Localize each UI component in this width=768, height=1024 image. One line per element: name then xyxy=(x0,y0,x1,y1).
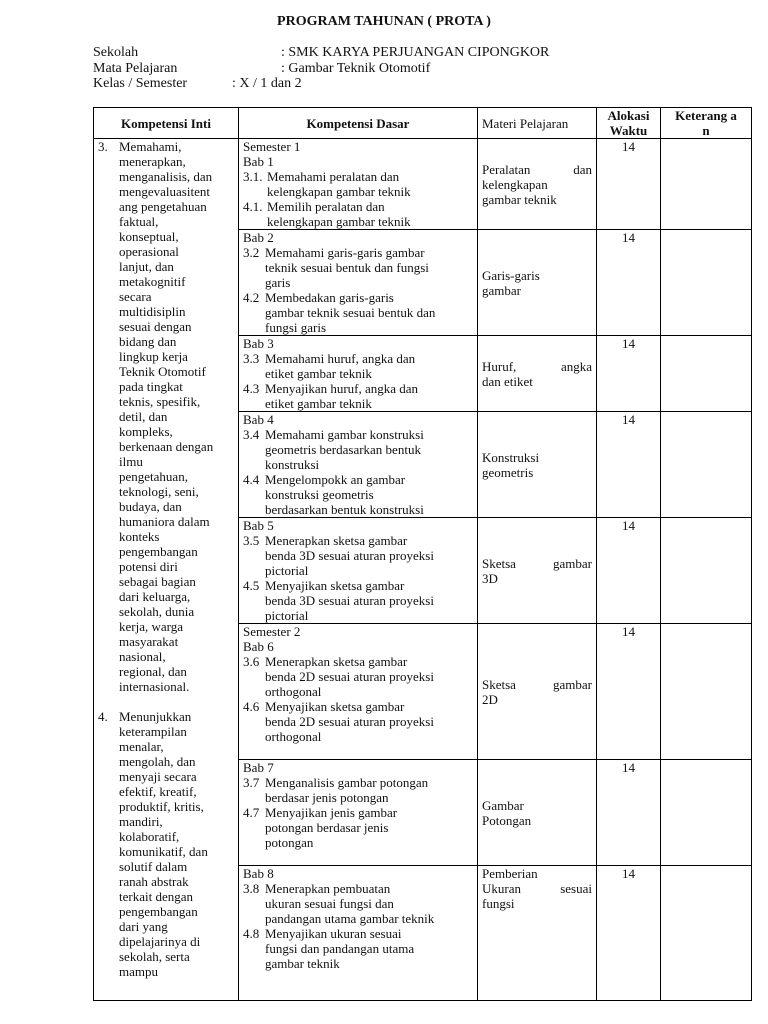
kd-number: 4.4 xyxy=(243,472,260,487)
materi-line: dan etiket xyxy=(482,373,533,389)
kd-heading: Semester 2 xyxy=(243,624,301,639)
ki-line: potensi diri xyxy=(119,559,178,574)
meta-sekolah-value: : SMK KARYA PERJUANGAN CIPONGKOR xyxy=(281,45,550,60)
ki-line: multidisiplin xyxy=(119,304,186,319)
kd-text xyxy=(267,199,473,229)
materi-line: fungsi xyxy=(482,896,515,911)
materi-line: gambar teknik xyxy=(482,191,557,207)
kd-text-line: Membedakan garis-garis xyxy=(265,290,394,305)
kd-number: 3.6 xyxy=(243,654,260,669)
kd-text-line: Menerapkan pembuatan xyxy=(265,881,391,896)
ki-line: lanjut, dan xyxy=(119,259,174,274)
kd-number: 4.7 xyxy=(243,805,260,820)
kd-item xyxy=(243,578,473,623)
keterangan-cell xyxy=(661,518,752,624)
ki-line: mengolah, dan xyxy=(119,754,196,769)
kd-text-line: Mengelompokk an gambar xyxy=(265,472,406,487)
header-keterangan-line1: Keterang a xyxy=(675,108,737,123)
ki-line: detil, dan xyxy=(119,409,168,424)
kd-number: 3.1. xyxy=(243,169,263,184)
kd-item xyxy=(243,926,473,971)
kd-text-line: pictorial xyxy=(265,563,309,578)
kd-text-line: Memahami gambar konstruksi xyxy=(265,427,424,442)
keterangan-cell xyxy=(661,230,752,336)
ki-line: berkenaan dengan xyxy=(119,439,214,454)
ki-number: 3. xyxy=(98,139,108,154)
kd-text-line: orthogonal xyxy=(265,684,322,699)
kd-number: 4.5 xyxy=(243,578,260,593)
kd-text-line: Menyajikan sketsa gambar xyxy=(265,699,405,714)
kd-text xyxy=(265,381,473,411)
header-alokasi-waktu xyxy=(597,108,661,139)
ki-line: sekolah, serta xyxy=(119,949,190,964)
kd-text-line: fungsi dan pandangan utama xyxy=(265,941,415,956)
ki-line: teknis, spesifik, xyxy=(119,394,201,409)
meta-kelas-label: Kelas / Semester xyxy=(93,76,188,91)
ki-line: dipelajarinya di xyxy=(119,934,201,949)
kd-text-line: benda 3D sesuai aturan proyeksi xyxy=(265,593,434,608)
alokasi-waktu-cell: 14 xyxy=(597,230,661,336)
kd-text xyxy=(265,775,473,805)
kd-text-line: garis xyxy=(265,275,291,290)
ki-line: kompleks, xyxy=(119,424,173,439)
kd-text-line: Menganalisis gambar potongan xyxy=(265,775,429,790)
materi-pelajaran-cell xyxy=(478,139,597,230)
ki-line: pengembangan xyxy=(119,544,198,559)
kd-text xyxy=(265,654,473,699)
materi-pelajaran-cell xyxy=(478,518,597,624)
alokasi-waktu-cell: 14 xyxy=(597,760,661,866)
kd-heading: Bab 5 xyxy=(243,518,274,533)
kd-item xyxy=(243,533,473,578)
kd-text-line: potongan berdasar jenis xyxy=(265,820,389,835)
kd-text-line: Menyajikan huruf, angka dan xyxy=(265,381,419,396)
kompetensi-dasar-cell xyxy=(239,336,478,412)
ki-line: dari yang xyxy=(119,919,168,934)
materi-line: geometris xyxy=(482,464,534,480)
ki-line: produktif, kritis, xyxy=(119,799,204,814)
kd-item xyxy=(243,472,473,517)
ki-line: masyarakat xyxy=(119,634,179,649)
kd-text-line: Menyajikan jenis gambar xyxy=(265,805,398,820)
kd-number: 3.3 xyxy=(243,351,260,366)
kd-text-line: berdasar jenis potongan xyxy=(265,790,389,805)
materi-line: Garis-garis xyxy=(482,267,540,283)
kd-text xyxy=(265,699,473,744)
ki-line: faktual, xyxy=(119,214,159,229)
materi-line: Ukuran sesuai xyxy=(482,881,592,896)
kd-text-line: Memahami huruf, angka dan xyxy=(265,351,416,366)
materi-pelajaran-cell xyxy=(478,866,597,1001)
kd-number: 3.7 xyxy=(243,775,260,790)
header-kompetensi-inti: Kompetensi Inti xyxy=(94,108,239,139)
materi-line: Potongan xyxy=(482,812,532,828)
meta-kelas-value: : X / 1 dan 2 xyxy=(232,76,302,91)
kd-text-line: benda 2D sesuai aturan proyeksi xyxy=(265,714,434,729)
kd-number: 3.8 xyxy=(243,881,260,896)
ki-line: ang pengetahuan xyxy=(119,199,207,214)
ki-line: pengetahuan, xyxy=(119,469,188,484)
materi-line: 2D xyxy=(482,691,498,707)
kompetensi-dasar-cell xyxy=(239,139,478,230)
kd-text xyxy=(265,245,473,290)
kd-text-line: gambar teknik xyxy=(265,956,340,971)
kd-heading: Semester 1 xyxy=(243,139,301,154)
kd-text-line: kelengkapan gambar teknik xyxy=(267,184,411,199)
alokasi-waktu-cell: 14 xyxy=(597,412,661,518)
kd-text-line: etiket gambar teknik xyxy=(265,396,372,411)
prota-table xyxy=(93,107,752,1001)
kompetensi-dasar-cell xyxy=(239,866,478,1001)
ki-line: sesuai dengan xyxy=(119,319,192,334)
ki-line: menalar, xyxy=(119,739,164,754)
ki-line: kolaboratif, xyxy=(119,829,180,844)
ki-line: bidang dan xyxy=(119,334,177,349)
alokasi-waktu-cell: 14 xyxy=(597,518,661,624)
kd-number: 4.3 xyxy=(243,381,260,396)
ki-line: ranah abstrak xyxy=(119,874,189,889)
kd-text-line: Memahami peralatan dan xyxy=(267,169,400,184)
ki-line: menganalisis, dan xyxy=(119,169,213,184)
alokasi-waktu-cell: 14 xyxy=(597,866,661,1001)
kd-number: 3.2 xyxy=(243,245,260,260)
meta-mapel-label: Mata Pelajaran xyxy=(93,61,178,76)
kd-item xyxy=(243,290,473,335)
kd-item xyxy=(243,699,473,744)
kd-text-line: teknik sesuai bentuk dan fungsi xyxy=(265,260,429,275)
ki-line: lingkup kerja xyxy=(119,349,188,364)
kd-text-line: Menerapkan sketsa gambar xyxy=(265,533,408,548)
kd-text-line: fungsi garis xyxy=(265,320,327,335)
keterangan-cell xyxy=(661,412,752,518)
kd-text-line: Memahami garis-garis gambar xyxy=(265,245,425,260)
kd-text xyxy=(265,290,473,335)
materi-line: Sketsa gambar xyxy=(482,676,592,692)
ki-line: secara xyxy=(119,289,152,304)
kompetensi-dasar-cell xyxy=(239,518,478,624)
ki-line: humaniora dalam xyxy=(119,514,210,529)
ki-line: komunikatif, dan xyxy=(119,844,208,859)
kd-text-line: konstruksi xyxy=(265,457,320,472)
kd-number: 4.8 xyxy=(243,926,260,941)
kd-number: 4.1. xyxy=(243,199,263,214)
kd-item xyxy=(243,654,473,699)
keterangan-cell xyxy=(661,336,752,412)
ki-line: kerja, warga xyxy=(119,619,184,634)
header-alokasi-line2: Waktu xyxy=(609,123,648,138)
kd-text-line: Menyajikan sketsa gambar xyxy=(265,578,405,593)
ki-line: metakognitif xyxy=(119,274,186,289)
kd-number: 3.5 xyxy=(243,533,260,548)
keterangan-cell xyxy=(661,760,752,866)
ki-line: keterampilan xyxy=(119,724,187,739)
materi-pelajaran-cell xyxy=(478,760,597,866)
kd-text-line: pictorial xyxy=(265,608,309,623)
ki-line: mampu xyxy=(119,964,158,979)
materi-line: Pemberian xyxy=(482,866,538,881)
alokasi-waktu-cell: 14 xyxy=(597,336,661,412)
kd-heading: Bab 8 xyxy=(243,866,274,881)
ki-line: operasional xyxy=(119,244,179,259)
materi-line: kelengkapan xyxy=(482,176,548,192)
materi-line: Peralatan dan xyxy=(482,161,592,177)
kd-text-line: gambar teknik sesuai bentuk dan xyxy=(265,305,436,320)
kompetensi-dasar-cell xyxy=(239,230,478,336)
kd-text xyxy=(267,169,473,199)
header-keterangan xyxy=(661,108,752,139)
kd-heading: Bab 3 xyxy=(243,336,274,351)
kd-text xyxy=(265,472,473,517)
header-keterangan-line2: n xyxy=(702,123,710,138)
ki-number: 4. xyxy=(98,709,108,724)
kd-item xyxy=(243,169,473,199)
kd-text xyxy=(265,926,473,971)
kd-text-line: potongan xyxy=(265,835,314,850)
kd-item xyxy=(243,245,473,290)
ki-line: terkait dengan xyxy=(119,889,193,904)
kompetensi-dasar-cell xyxy=(239,624,478,760)
kd-text-line: pandangan utama gambar teknik xyxy=(265,911,435,926)
ki-text-4 xyxy=(119,709,234,979)
meta-mapel-value: : Gambar Teknik Otomotif xyxy=(281,61,431,76)
keterangan-cell xyxy=(661,866,752,1001)
ki-line: internasional. xyxy=(119,679,190,694)
kd-text-line: orthogonal xyxy=(265,729,322,744)
alokasi-waktu-cell: 14 xyxy=(597,139,661,230)
kd-text xyxy=(265,351,473,381)
materi-line: Gambar xyxy=(482,797,524,813)
alokasi-waktu-cell: 14 xyxy=(597,624,661,760)
kompetensi-dasar-cell xyxy=(239,760,478,866)
kd-text xyxy=(265,533,473,578)
kd-text-line: berdasarkan bentuk konstruksi xyxy=(265,502,424,517)
ki-item-4 xyxy=(98,709,234,979)
kd-heading: Bab 2 xyxy=(243,230,274,245)
kd-text-line: etiket gambar teknik xyxy=(265,366,372,381)
ki-line: budaya, dan xyxy=(119,499,182,514)
kd-text xyxy=(265,881,473,926)
kd-text xyxy=(265,427,473,472)
materi-line: Konstruksi xyxy=(482,449,540,465)
kd-text-line: ukuran sesuai fungsi dan xyxy=(265,896,394,911)
kd-number: 4.6 xyxy=(243,699,260,714)
ki-line: ilmu xyxy=(119,454,143,469)
ki-line: solutif dalam xyxy=(119,859,188,874)
ki-line: menyaji secara xyxy=(119,769,197,784)
table-header-row xyxy=(94,108,752,139)
kd-number: 4.2 xyxy=(243,290,260,305)
ki-line: menerapkan, xyxy=(119,154,186,169)
header-materi-pelajaran: Materi Pelajaran xyxy=(478,108,597,139)
ki-line: pada tingkat xyxy=(119,379,183,394)
materi-pelajaran-cell xyxy=(478,230,597,336)
kd-text-line: geometris berdasarkan bentuk xyxy=(265,442,421,457)
kd-text-line: Memilih peralatan dan xyxy=(267,199,385,214)
ki-line: pengembangan xyxy=(119,904,198,919)
kd-item xyxy=(243,381,473,411)
kd-item xyxy=(243,199,473,229)
kd-item xyxy=(243,351,473,381)
kd-heading: Bab 1 xyxy=(243,154,274,169)
ki-line: regional, dan xyxy=(119,664,187,679)
kd-text-line: benda 2D sesuai aturan proyeksi xyxy=(265,669,434,684)
meta-sekolah-label: Sekolah xyxy=(93,45,139,60)
materi-line: Sketsa gambar xyxy=(482,555,592,571)
keterangan-cell xyxy=(661,139,752,230)
ki-item-3 xyxy=(98,139,234,694)
header-alokasi-line1: Alokasi xyxy=(607,108,650,123)
kd-text-line: konstruksi geometris xyxy=(265,487,374,502)
kd-heading: Bab 7 xyxy=(243,760,274,775)
kd-item xyxy=(243,881,473,926)
materi-line: 3D xyxy=(482,570,498,586)
materi-line: Huruf, angka xyxy=(482,358,592,374)
spacer xyxy=(98,694,234,709)
ki-line: nasional, xyxy=(119,649,166,664)
ki-line: sebagai bagian xyxy=(119,574,196,589)
ki-line: Menunjukkan xyxy=(119,709,192,724)
kd-item xyxy=(243,775,473,805)
ki-line: Teknik Otomotif xyxy=(119,364,206,379)
ki-line: konteks xyxy=(119,529,160,544)
kd-text-line: kelengkapan gambar teknik xyxy=(267,214,411,229)
document-title: PROGRAM TAHUNAN ( PROTA ) xyxy=(277,14,491,29)
kd-text xyxy=(265,578,473,623)
materi-line: gambar xyxy=(482,282,521,298)
keterangan-cell xyxy=(661,624,752,760)
ki-text-3 xyxy=(119,139,234,694)
ki-line: Memahami, xyxy=(119,139,182,154)
ki-line: konseptual, xyxy=(119,229,179,244)
kd-text-line: Menerapkan sketsa gambar xyxy=(265,654,408,669)
kompetensi-dasar-cell xyxy=(239,412,478,518)
kd-heading: Bab 4 xyxy=(243,412,274,427)
ki-line: mandiri, xyxy=(119,814,163,829)
ki-line: efektif, kreatif, xyxy=(119,784,197,799)
ki-line: teknologi, seni, xyxy=(119,484,199,499)
kd-text xyxy=(265,805,473,850)
kompetensi-inti-cell xyxy=(94,139,239,1001)
kd-item xyxy=(243,805,473,850)
kd-item xyxy=(243,427,473,472)
materi-pelajaran-cell xyxy=(478,624,597,760)
table-row xyxy=(94,139,752,230)
materi-pelajaran-cell xyxy=(478,336,597,412)
ki-line: dari keluarga, xyxy=(119,589,191,604)
kd-heading: Bab 6 xyxy=(243,639,274,654)
ki-line: mengevaluasitent xyxy=(119,184,210,199)
materi-pelajaran-cell xyxy=(478,412,597,518)
kd-text-line: Menyajikan ukuran sesuai xyxy=(265,926,402,941)
kd-text-line: benda 3D sesuai aturan proyeksi xyxy=(265,548,434,563)
kd-number: 3.4 xyxy=(243,427,260,442)
ki-line: sekolah, dunia xyxy=(119,604,195,619)
header-kompetensi-dasar: Kompetensi Dasar xyxy=(239,108,478,139)
